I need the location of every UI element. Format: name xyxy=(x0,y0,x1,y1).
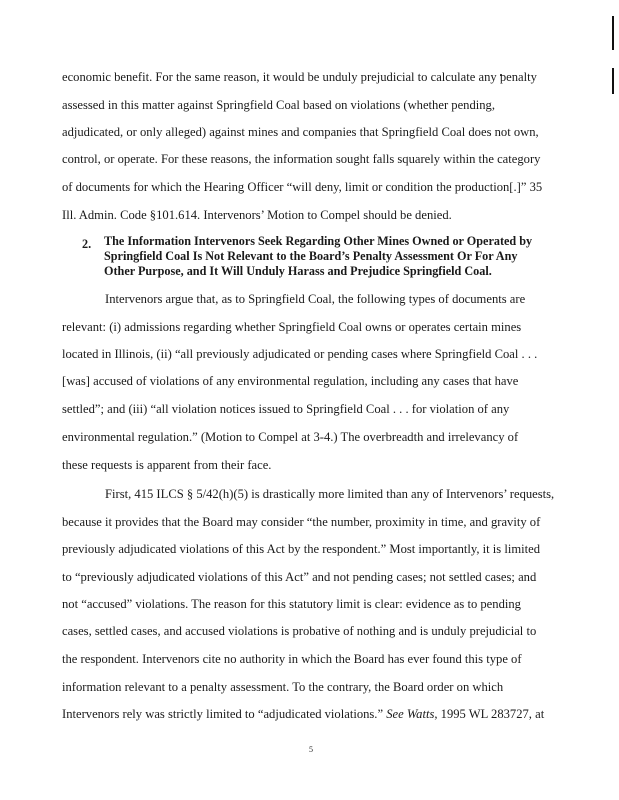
text-line: these requests is apparent from their face. xyxy=(62,458,272,472)
text-line: Intervenors rely was strictly limited to “adjudicated violations.” See Watts, 1995 WL 283727, at xyxy=(62,707,545,721)
text-line: economic benefit. For the same reason, it would be unduly prejudicial to calculate any penalty xyxy=(62,70,537,84)
text-line: of documents for which the Hearing Officer “will deny, limit or condition the production[.]” 35 xyxy=(62,180,543,194)
text-line: adjudicated, or only alleged) against mines and companies that Springfield Coal does not own, xyxy=(62,125,539,139)
text-line: information relevant to a penalty assessment. To the contrary, the Board order on which xyxy=(62,680,504,694)
text-line: settled”; and (iii) “all violation notices issued to Springfield Coal . . . for violation of any xyxy=(62,402,510,416)
text-line: located in Illinois, (ii) “all previously adjudicated or pending cases where Springfield Coal . . . xyxy=(62,347,538,361)
text-line: because it provides that the Board may consider “the number, proximity in time, and gravity of xyxy=(62,515,541,529)
text-line: cases, settled cases, and accused violations is probative of nothing and is unduly prejudicial to xyxy=(62,624,537,638)
text-line: not “accused” violations. The reason for this statutory limit is clear: evidence as to pending xyxy=(62,597,521,611)
margin-mark-top xyxy=(612,16,614,50)
text-line: to “previously adjudicated violations of this Act” and not pending cases; not settled cases; and xyxy=(62,570,537,584)
text-line: relevant: (i) admissions regarding whether Springfield Coal owns or operates certain mines xyxy=(62,320,522,334)
text-line: assessed in this matter against Springfield Coal based on violations (whether pending, xyxy=(62,98,496,112)
text-line: [was] accused of violations of any environmental regulation, including any cases that have xyxy=(62,374,519,388)
text-line: control, or operate. For these reasons, the information sought falls squarely within the category xyxy=(62,152,541,166)
text-line: environmental regulation.” (Motion to Compel at 3-4.) The overbreadth and irrelevancy of xyxy=(62,430,519,444)
text-line: the respondent. Intervenors cite no authority in which the Board has ever found this type of xyxy=(62,652,522,666)
text-line: Intervenors argue that, as to Springfield Coal, the following types of documents are xyxy=(105,292,526,306)
section-heading-line: Other Purpose, and It Will Unduly Harass and Prejudice Springfield Coal. xyxy=(104,264,492,278)
text-line: Ill. Admin. Code §101.614. Intervenors’ Motion to Compel should be denied. xyxy=(62,208,452,222)
text-line: First, 415 ILCS § 5/42(h)(5) is drastically more limited than any of Intervenors’ requests, xyxy=(105,487,555,501)
page-number: 5 xyxy=(309,745,313,754)
section-number: 2. xyxy=(82,237,92,251)
margin-mark-second xyxy=(612,68,614,94)
section-heading-line: The Information Intervenors Seek Regarding Other Mines Owned or Operated by xyxy=(104,234,533,248)
text-line: previously adjudicated violations of this Act by the respondent.” Most importantly, it is limited xyxy=(62,542,541,556)
section-heading-line: Springfield Coal Is Not Relevant to the Board’s Penalty Assessment Or For Any xyxy=(104,249,518,263)
